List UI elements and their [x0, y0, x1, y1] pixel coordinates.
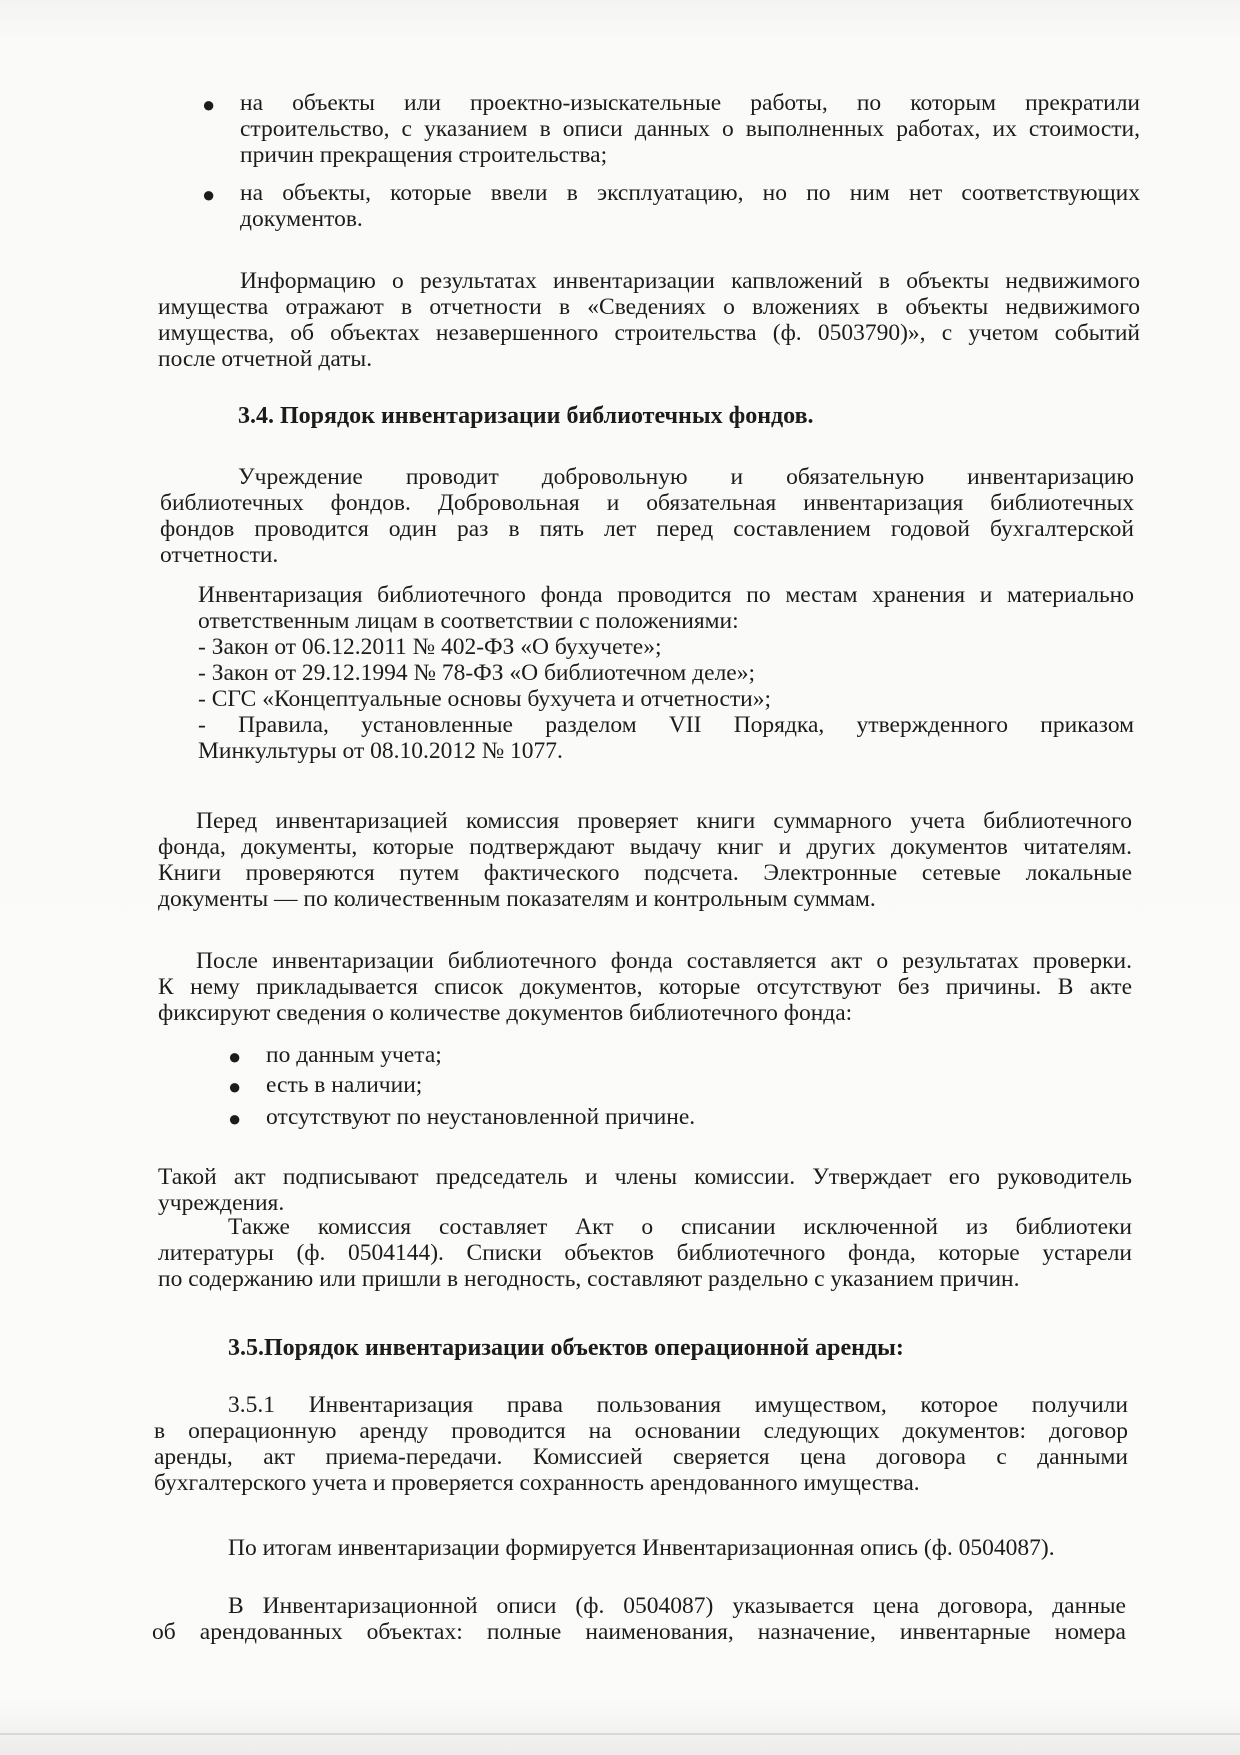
text-line: Перед инвентаризацией комиссия проверяет книги суммарного учета библиотечного	[196, 808, 1132, 834]
text-line: 3.5.1 Инвентаризация права пользования имуществом, которое получили	[228, 1392, 1128, 1418]
text-line: - Закон от 06.12.2011 № 402-ФЗ «О бухучете»;	[198, 634, 662, 660]
text-line: Учреждение проводит добровольную и обязательную инвентаризацию	[238, 464, 1134, 490]
text-line: на объекты или проектно-изыскательные работы, по которым прекратили	[240, 90, 1140, 116]
paragraph-capital-investments	[158, 268, 1140, 372]
bullet-item-per-records: по данным учета;	[266, 1042, 442, 1068]
text-line: имущества, об объектах незавершенного строительства (ф. 0503790)», с учетом событий	[158, 320, 1140, 346]
text-line: аренды, акт приема-передачи. Комиссией сверяется цена договора с данными	[154, 1444, 1128, 1470]
text-line: отчетности.	[160, 542, 279, 568]
text-line: имущества отражают в отчетности в «Сведениях о вложениях в объекты недвижимого	[158, 294, 1140, 320]
bullet-item-2	[240, 180, 1140, 232]
paragraph-library-writeoff	[158, 1214, 1132, 1292]
bullet-item-1	[240, 90, 1140, 168]
text-line: по содержанию или пришли в негодность, составляют раздельно с указанием причин.	[158, 1266, 1020, 1292]
text-line: Информацию о результатах инвентаризации капвложений в объекты недвижимого	[240, 268, 1140, 294]
bullet-icon: ●	[228, 1106, 242, 1131]
scan-edge-divider	[0, 1733, 1240, 1735]
text-line: В Инвентаризационной описи (ф. 0504087) указывается цена договора, данные	[228, 1593, 1126, 1619]
text-line: в операционную аренду проводится на основании следующих документов: договор	[154, 1418, 1128, 1444]
section-heading-3-5: 3.5.Порядок инвентаризации объектов операционной аренды:	[228, 1335, 904, 1361]
paragraph-library-act	[158, 948, 1132, 1026]
bullet-item-missing: отсутствуют по неустановленной причине.	[266, 1104, 696, 1130]
text-line: литературы (ф. 0504144). Списки объектов библиотечного фонда, которые устарели	[158, 1240, 1132, 1266]
bullet-icon: ●	[202, 182, 216, 207]
text-line: ответственным лицам в соответствии с положениями:	[198, 608, 739, 634]
paragraph-lease-details	[152, 1593, 1126, 1645]
paragraph-library-check-books	[158, 808, 1132, 912]
paragraph-library-regulations	[198, 582, 1134, 764]
paragraph-lease-inventory	[154, 1392, 1128, 1496]
text-line: документов.	[240, 206, 363, 232]
text-line: после отчетной даты.	[158, 346, 373, 372]
text-line: После инвентаризации библиотечного фонда составляется акт о результатах проверки.	[196, 948, 1132, 974]
text-line: фиксируют сведения о количестве документов библиотечного фонда:	[158, 1000, 853, 1026]
text-line: библиотечных фондов. Добровольная и обязательная инвентаризация библиотечных	[160, 490, 1134, 516]
paragraph-library-signing	[158, 1164, 1132, 1216]
text-line: фондов проводится один раз в пять лет перед составлением годовой бухгалтерской	[160, 516, 1134, 542]
text-line: документы — по количественным показателям и контрольным суммам.	[158, 886, 876, 912]
text-line: - Закон от 29.12.1994 № 78-ФЗ «О библиотечном деле»;	[198, 660, 756, 686]
text-line: об арендованных объектах: полные наименования, назначение, инвентарные номера	[152, 1619, 1126, 1645]
bullet-icon: ●	[228, 1044, 242, 1069]
text-line: причин прекращения строительства;	[240, 142, 608, 168]
text-line: строительство, с указанием в описи данных о выполненных работах, их стоимости,	[240, 116, 1140, 142]
text-line: Также комиссия составляет Акт о списании исключенной из библиотеки	[228, 1214, 1132, 1240]
text-line: Минкультуры от 08.10.2012 № 1077.	[198, 738, 563, 764]
bullet-icon: ●	[228, 1074, 242, 1099]
text-line: на объекты, которые ввели в эксплуатацию, но по ним нет соответствующих	[240, 180, 1140, 206]
text-line: К нему прикладывается список документов, которые отсутствуют без причины. В акте	[158, 974, 1132, 1000]
bullet-item-available: есть в наличии;	[266, 1072, 423, 1098]
text-line: - Правила, установленные разделом VII Порядка, утвержденного приказом	[198, 712, 1134, 738]
text-line: бухгалтерского учета и проверяется сохранность арендованного имущества.	[154, 1470, 920, 1496]
bullet-icon: ●	[202, 92, 216, 117]
text-line: Такой акт подписывают председатель и члены комиссии. Утверждает его руководитель	[158, 1164, 1132, 1190]
text-line: учреждения.	[158, 1190, 285, 1216]
text-line: фонда, документы, которые подтверждают выдачу книг и других документов читателям.	[158, 834, 1132, 860]
paragraph-lease-inventory-list: По итогам инвентаризации формируется Инвентаризационная опись (ф. 0504087).	[228, 1535, 1055, 1561]
text-line: - СГС «Концептуальные основы бухучета и отчетности»;	[198, 686, 772, 712]
text-line: Инвентаризация библиотечного фонда проводится по местам хранения и материально	[198, 582, 1134, 608]
section-heading-3-4: 3.4. Порядок инвентаризации библиотечных фондов.	[238, 403, 814, 429]
text-line: Книги проверяются путем фактического подсчета. Электронные сетевые локальные	[158, 860, 1132, 886]
paragraph-library-inventory-types	[160, 464, 1134, 568]
